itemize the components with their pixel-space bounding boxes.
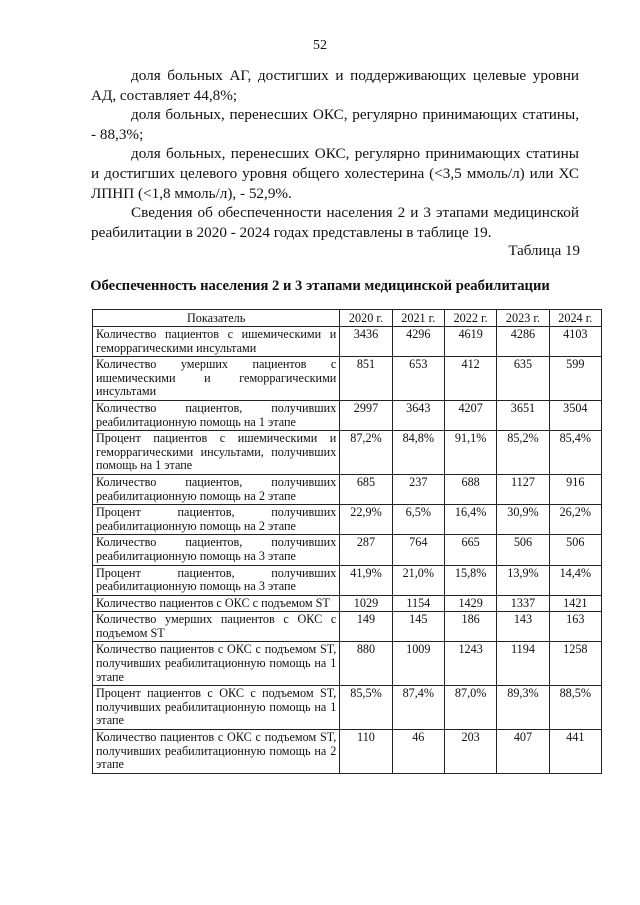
row-value: 1154 (392, 595, 444, 612)
row-value: 237 (392, 474, 444, 504)
row-indicator: Количество пациентов с ОКС с подъемом ST, получивших реабилитационную помощь на 1 этапе (93, 642, 340, 686)
table-row (93, 327, 602, 357)
row-value: 1243 (444, 642, 496, 686)
row-value: 87,2% (340, 431, 392, 475)
row-value: 4207 (444, 400, 496, 430)
row-value: 163 (549, 612, 601, 642)
row-indicator: Количество пациентов с ишемическими и геморрагическими инсультами (93, 327, 340, 357)
body-text (91, 66, 579, 242)
column-header: 2023 г. (497, 310, 549, 327)
table-row (93, 505, 602, 535)
row-value: 89,3% (497, 686, 549, 730)
row-value: 26,2% (549, 505, 601, 535)
row-indicator: Количество умерших пациентов с ишемическими и геморрагическими инсультами (93, 357, 340, 401)
paragraph: Сведения об обеспеченности населения 2 и 3 этапами медицинской реабилитации в 2020 - 2024 годах представлены в таблице 19. (91, 204, 579, 241)
row-value: 203 (444, 730, 496, 774)
row-value: 4103 (549, 327, 601, 357)
paragraph: доля больных, перенесших ОКС, регулярно принимающих статины, - 88,3%; (91, 106, 579, 143)
table-label: Таблица 19 (508, 243, 580, 259)
row-value: 287 (340, 535, 392, 565)
row-indicator: Количество пациентов с ОКС с подъемом ST, получивших реабилитационную помощь на 2 этапе (93, 730, 340, 774)
row-value: 407 (497, 730, 549, 774)
row-value: 1421 (549, 595, 601, 612)
row-value: 85,2% (497, 431, 549, 475)
paragraph: доля больных АГ, достигших и поддерживающих целевые уровни АД, составляет 44,8%; (91, 67, 579, 104)
row-value: 685 (340, 474, 392, 504)
row-indicator: Количество пациентов, получивших реабилитационную помощь на 3 этапе (93, 535, 340, 565)
rehabilitation-table (92, 309, 602, 774)
row-value: 186 (444, 612, 496, 642)
row-value: 506 (549, 535, 601, 565)
row-value: 22,9% (340, 505, 392, 535)
table-body (93, 327, 602, 774)
row-value: 13,9% (497, 565, 549, 595)
row-value: 3504 (549, 400, 601, 430)
row-value: 506 (497, 535, 549, 565)
table-header-row (93, 310, 602, 327)
row-value: 851 (340, 357, 392, 401)
column-header: 2024 г. (549, 310, 601, 327)
row-value: 87,0% (444, 686, 496, 730)
row-value: 149 (340, 612, 392, 642)
table-row (93, 730, 602, 774)
row-indicator: Процент пациентов с ишемическими и геморрагическими инсультами, получивших помощь на 1 этапе (93, 431, 340, 475)
paragraph: доля больных, перенесших ОКС, регулярно принимающих статины и достигших целевого уровня общего холестерина (<3,5 ммоль/л) или ХС ЛПНП (<1,8 ммоль/л), - 52,9%. (91, 145, 579, 202)
table-row (93, 535, 602, 565)
table-row (93, 565, 602, 595)
row-value: 599 (549, 357, 601, 401)
table-row (93, 474, 602, 504)
row-value: 16,4% (444, 505, 496, 535)
row-value: 21,0% (392, 565, 444, 595)
row-value: 665 (444, 535, 496, 565)
column-header: 2020 г. (340, 310, 392, 327)
row-value: 635 (497, 357, 549, 401)
table-row (93, 686, 602, 730)
row-value: 1337 (497, 595, 549, 612)
column-header: Показатель (93, 310, 340, 327)
row-indicator: Количество пациентов, получивших реабилитационную помощь на 2 этапе (93, 474, 340, 504)
row-value: 91,1% (444, 431, 496, 475)
row-indicator: Процент пациентов с ОКС с подъемом ST, получивших реабилитационную помощь на 1 этапе (93, 686, 340, 730)
row-value: 880 (340, 642, 392, 686)
row-value: 2997 (340, 400, 392, 430)
row-value: 1009 (392, 642, 444, 686)
row-indicator: Процент пациентов, получивших реабилитационную помощь на 3 этапе (93, 565, 340, 595)
row-value: 1127 (497, 474, 549, 504)
table-row (93, 642, 602, 686)
row-value: 143 (497, 612, 549, 642)
column-header: 2022 г. (444, 310, 496, 327)
row-value: 30,9% (497, 505, 549, 535)
row-value: 764 (392, 535, 444, 565)
row-value: 110 (340, 730, 392, 774)
row-indicator: Количество пациентов, получивших реабилитационную помощь на 1 этапе (93, 400, 340, 430)
row-value: 1194 (497, 642, 549, 686)
row-value: 3643 (392, 400, 444, 430)
row-value: 441 (549, 730, 601, 774)
row-value: 3651 (497, 400, 549, 430)
row-value: 1429 (444, 595, 496, 612)
row-value: 41,9% (340, 565, 392, 595)
row-value: 145 (392, 612, 444, 642)
column-header: 2021 г. (392, 310, 444, 327)
row-value: 15,8% (444, 565, 496, 595)
row-value: 1258 (549, 642, 601, 686)
row-value: 916 (549, 474, 601, 504)
table-row (93, 400, 602, 430)
row-value: 1029 (340, 595, 392, 612)
page-number: 52 (313, 38, 327, 53)
table-row (93, 612, 602, 642)
row-value: 688 (444, 474, 496, 504)
row-value: 3436 (340, 327, 392, 357)
table-row (93, 595, 602, 612)
table-row (93, 357, 602, 401)
row-value: 4286 (497, 327, 549, 357)
row-value: 4296 (392, 327, 444, 357)
row-value: 88,5% (549, 686, 601, 730)
row-value: 85,4% (549, 431, 601, 475)
row-value: 46 (392, 730, 444, 774)
row-value: 653 (392, 357, 444, 401)
row-value: 85,5% (340, 686, 392, 730)
row-indicator: Количество умерших пациентов с ОКС с подъемом ST (93, 612, 340, 642)
table-row (93, 431, 602, 475)
row-value: 14,4% (549, 565, 601, 595)
row-value: 412 (444, 357, 496, 401)
table-title: Обеспеченность населения 2 и 3 этапами медицинской реабилитации (90, 278, 550, 294)
row-value: 4619 (444, 327, 496, 357)
row-value: 6,5% (392, 505, 444, 535)
row-indicator: Количество пациентов с ОКС с подъемом ST (93, 595, 340, 612)
row-indicator: Процент пациентов, получивших реабилитационную помощь на 2 этапе (93, 505, 340, 535)
row-value: 84,8% (392, 431, 444, 475)
row-value: 87,4% (392, 686, 444, 730)
